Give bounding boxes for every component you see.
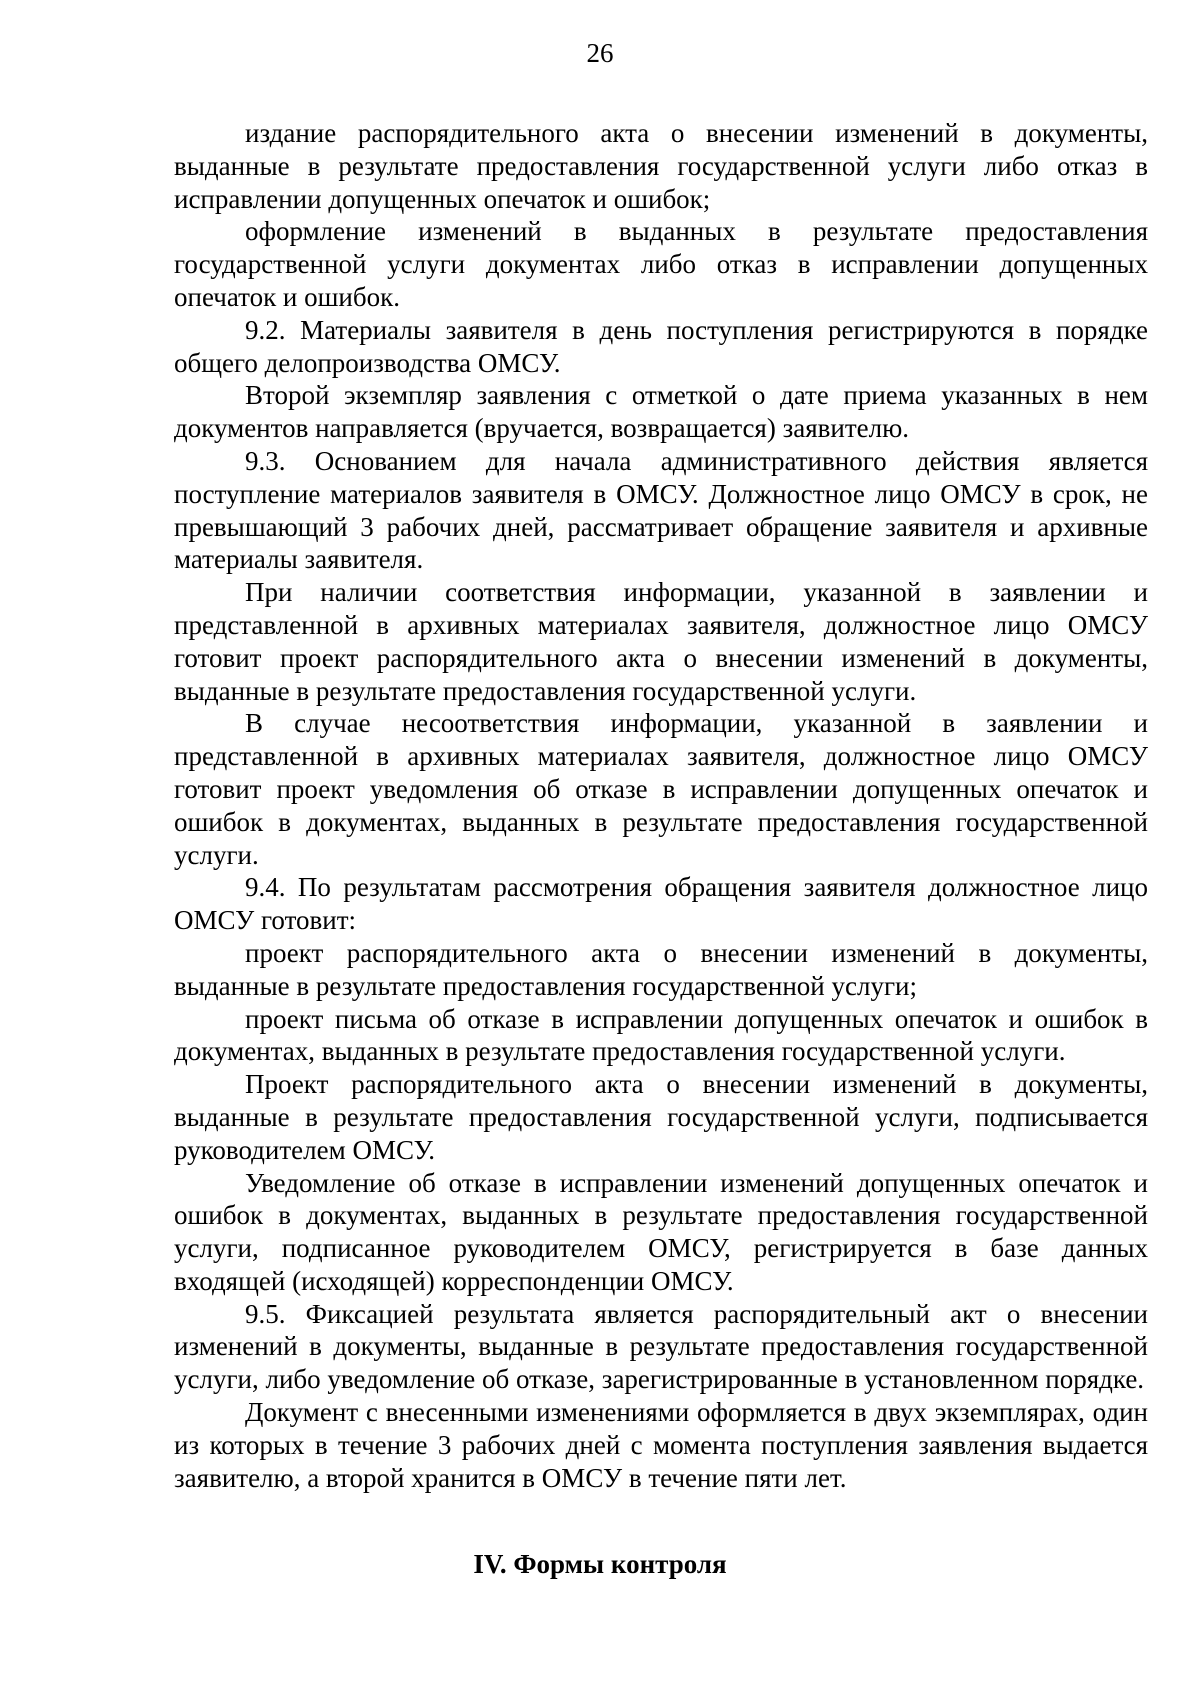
paragraph: издание распорядительного акта о внесении изменений в документы, выданные в результате предоставления государственной услуги либо отказ в исправлении допущенных опечаток и ошибок; — [174, 118, 1148, 214]
paragraph: В случае несоответствия информации, указанной в заявлении и представленной в архивных материалах заявителя, должностное лицо ОМСУ готовит проект уведомления об отказе в исправлении допущенных опечаток и ошибок в документах, выданных в результате предоставления государственной услуги. — [174, 708, 1148, 870]
paragraph: оформление изменений в выданных в результате предоставления государственной услуги документах либо отказ в исправлении допущенных опечаток и ошибок. — [174, 216, 1148, 312]
paragraph: Уведомление об отказе в исправлении изменений допущенных опечаток и ошибок в документах, выданных в результате предоставления государственной услуги, подписанное руководителем ОМСУ, регистрируется в базе данных входящей (исходящей) корреспонденции ОМСУ. — [174, 1167, 1148, 1296]
paragraph: проект распорядительного акта о внесении изменений в документы, выданные в результате предоставления государственной услуги; — [174, 937, 1148, 1001]
paragraph: 9.5. Фиксацией результата является распорядительный акт о внесении изменений в документы, выданные в результате предоставления государственной услуги, либо уведомление об отказе, зарегистрированные в установленном порядке. — [174, 1298, 1148, 1395]
section-heading: IV. Формы контроля — [473, 1549, 727, 1579]
paragraph: 9.4. По результатам рассмотрения обращения заявителя должностное лицо ОМСУ готовит: — [174, 872, 1148, 936]
paragraph: 9.2. Материалы заявителя в день поступления регистрируются в порядке общего делопроизводства ОМСУ. — [174, 314, 1148, 378]
paragraph: При наличии соответствия информации, указанной в заявлении и представленной в архивных материалах заявителя, должностное лицо ОМСУ готовит проект распорядительного акта о внесении изменений в документы, выданные в результате предоставления государственной услуги. — [174, 577, 1148, 706]
paragraph: 9.3. Основанием для начала административного действия является поступление материалов заявителя в ОМСУ. Должностное лицо ОМСУ в срок, не превышающий 3 рабочих дней, рассматривает обращение заявителя и архивные материалы заявителя. — [174, 445, 1148, 575]
page-number: 26 — [586, 38, 614, 68]
document-body — [174, 117, 1148, 1494]
paragraph: проект письма об отказе в исправлении допущенных опечаток и ошибок в документах, выданных в результате предоставления государственной услуги. — [174, 1003, 1148, 1067]
paragraph: Проект распорядительного акта о внесении изменений в документы, выданные в результате предоставления государственной услуги, подписывается руководителем ОМСУ. — [174, 1069, 1148, 1165]
paragraph: Документ с внесенными изменениями оформляется в двух экземплярах, один из которых в течение 3 рабочих дней с момента поступления заявления выдается заявителю, а второй хранится в ОМСУ в течение пяти лет. — [174, 1397, 1148, 1493]
paragraph: Второй экземпляр заявления с отметкой о дате приема указанных в нем документов направляется (вручается, возвращается) заявителю. — [174, 380, 1148, 444]
